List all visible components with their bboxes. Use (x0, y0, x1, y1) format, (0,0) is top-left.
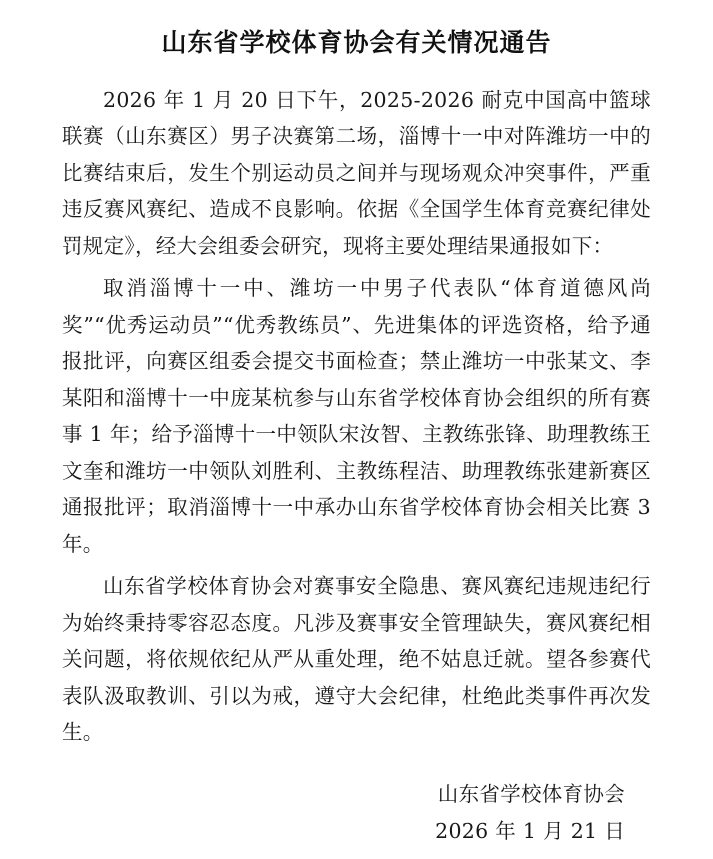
signature-date: 2026 年 1 月 21 日 (435, 819, 625, 844)
paragraph-incident: 2026 年 1 月 20 日下午，2025-2026 耐克中国高中篮球联赛（山东赛区）男子决赛第二场，淄博十一中对阵潍坊一中的比赛结束后，发生个别运动员之间并与现场观众冲突事件，严重违反赛风赛纪、造成不良影响。依据《全国学生体育竞赛纪律处罚规定》，经大会组委会研究，现将主要处理结果通报如下： (62, 87, 651, 258)
signature-organization: 山东省学校体育协会 (437, 782, 625, 807)
document-body (62, 82, 651, 751)
page-title: 山东省学校体育协会有关情况通告 (161, 28, 552, 57)
paragraph-statement: 山东省学校体育协会对赛事安全隐患、赛风赛纪违规违纪行为始终秉持零容忍态度。凡涉及赛事安全管理缺失，赛风赛纪相关问题，将依规依纪从严从重处理，绝不姑息迁就。望各参赛代表队汲取教训、引以为戒，遵守大会纪律，杜绝此类事件再次发生。 (62, 574, 651, 744)
signature-block (62, 776, 651, 850)
paragraph-penalties: 取消淄博十一中、潍坊一中男子代表队“体育道德风尚奖”“优秀运动员”“优秀教练员”、先进集体的评选资格，给予通报批评，向赛区组委会提交书面检查；禁止潍坊一中张某文、李某阳和淄博十一中庞某杭参与山东省学校体育协会组织的所有赛事 1 年；给予淄博十一中领队宋汝智、主教练张锋、助理教练王文奎和潍坊一中领队刘胜利、主教练程洁、助理教练张建新赛区通报批评；取消淄博十一中承办山东省学校体育协会相关比赛 3 年。 (62, 276, 651, 556)
